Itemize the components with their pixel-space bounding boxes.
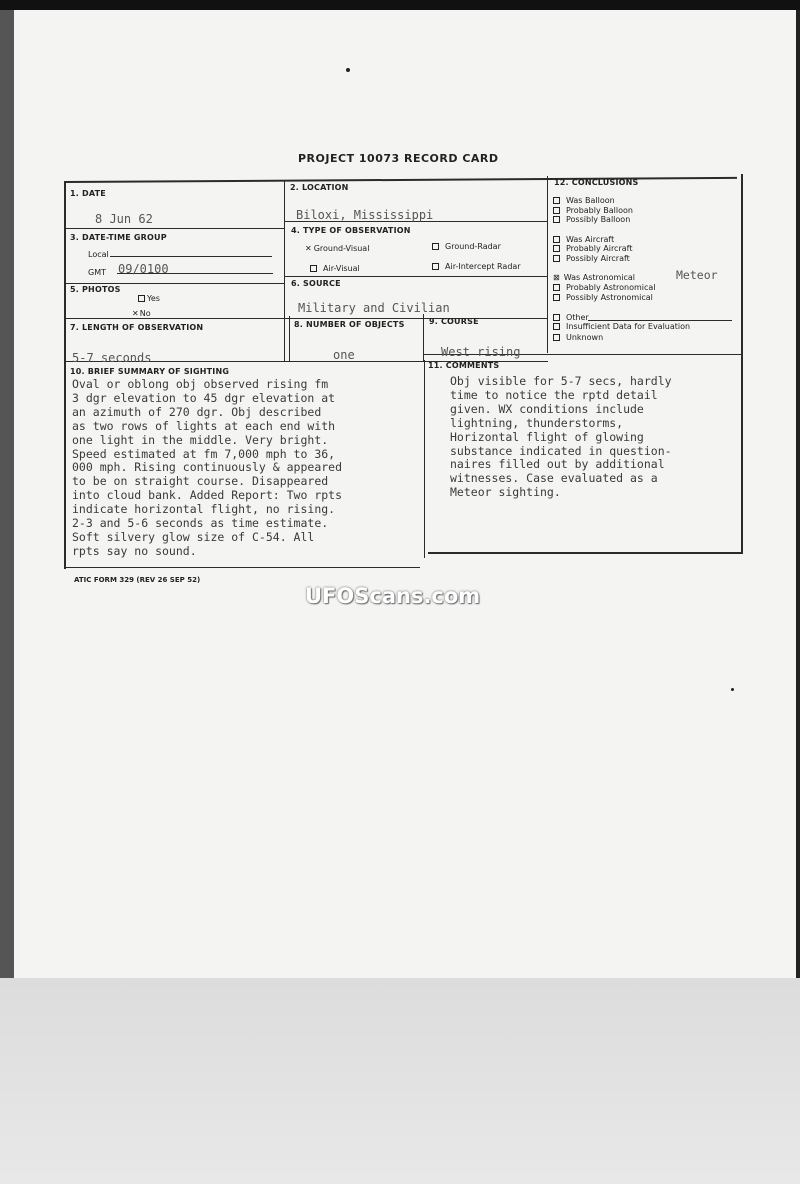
form-number: ATIC FORM 329 (REV 26 SEP 52)	[74, 576, 201, 584]
comments-line: witnesses. Case evaluated as a	[450, 471, 658, 486]
conclusion-annotation: Meteor	[676, 268, 718, 282]
comments-line: time to notice the rptd detail	[450, 387, 658, 402]
checkbox-icon	[553, 216, 560, 223]
location-label: 2. LOCATION	[290, 183, 349, 192]
checked-mark-icon: ✕	[132, 309, 139, 318]
summary-line: Oval or oblong obj observed rising fm	[72, 377, 329, 391]
type-label: 4. TYPE OF OBSERVATION	[291, 226, 411, 235]
local-label: Local	[88, 250, 109, 259]
checkbox-icon	[553, 245, 560, 252]
gmt-value: 09/0100	[118, 262, 169, 276]
option-air-visual: Air-Visual	[310, 264, 360, 273]
summary-line: rpts say no sound.	[72, 543, 197, 558]
option-yes: Yes	[138, 294, 160, 303]
option-no: ✕No	[132, 309, 151, 318]
gmt-label: GMT	[88, 268, 106, 277]
length-label: 7. LENGTH OF OBSERVATION	[70, 323, 204, 332]
comments-line: given. WX conditions include	[450, 401, 644, 416]
checked-mark-icon: ✕	[305, 244, 312, 253]
local-line	[110, 256, 272, 257]
checkbox-icon	[553, 323, 560, 330]
divider-8	[289, 316, 290, 362]
divider-10-11	[424, 360, 425, 558]
summary-line: 2-3 and 5-6 seconds as time estimate.	[72, 516, 329, 531]
conclusion-option: Possibly Aircraft	[553, 254, 630, 263]
course-value: West rising	[441, 345, 521, 359]
checkbox-icon	[553, 294, 560, 301]
checked-mark-icon: ⊠	[553, 273, 560, 282]
option-ground-visual: ✕ Ground-Visual	[305, 244, 370, 253]
row-line	[285, 276, 547, 277]
summary-line: to be on straight course. Disappeared	[72, 474, 329, 489]
summary-label: 10. BRIEF SUMMARY OF SIGHTING	[70, 367, 230, 376]
comments-line: lightning, thunderstorms,	[450, 415, 624, 430]
conclusion-option: Was Aircraft	[553, 235, 614, 244]
conclusion-option: Probably Aircraft	[553, 244, 632, 253]
conclusion-option: Possibly Astronomical	[553, 293, 653, 302]
checkbox-icon	[553, 284, 560, 291]
comments-text	[450, 375, 672, 500]
comments-line: Horizontal flight of glowing	[450, 429, 644, 444]
summary-line: Soft silvery glow size of C-54. All	[72, 529, 315, 544]
speck-mark	[731, 688, 734, 691]
comments-label: 11. COMMENTS	[428, 361, 500, 370]
conclusion-option: Probably Balloon	[553, 206, 633, 215]
source-value: Military and Civilian	[298, 301, 450, 315]
num-objects-label: 8. NUMBER OF OBJECTS	[294, 320, 405, 329]
comments-line: Obj visible for 5-7 secs, hardly	[450, 374, 672, 388]
source-label: 6. SOURCE	[291, 279, 341, 288]
watermark: UFOScans.com	[305, 584, 481, 608]
frame-right	[741, 174, 743, 554]
date-label: 1. DATE	[70, 189, 106, 198]
length-value: 5-7 seconds	[72, 351, 152, 365]
conclusion-option-checked: ⊠ Was Astronomical	[553, 273, 636, 282]
conclusion-option: Other	[553, 313, 589, 322]
divider-col1	[284, 180, 285, 362]
summary-line: into cloud bank. Added Report: Two rpts	[72, 488, 343, 503]
dtg-label: 3. DATE-TIME GROUP	[70, 233, 167, 242]
summary-line: Speed estimated at fm 7,000 mph to 36,	[72, 446, 336, 461]
conclusion-option: Insufficient Data for Evaluation	[553, 322, 690, 331]
conclusion-option: Possibly Balloon	[553, 215, 630, 224]
checkbox-icon	[553, 236, 560, 243]
summary-line: as two rows of lights at each end with	[72, 418, 336, 433]
summary-line: 3 dgr elevation to 45 dgr elevation at	[72, 390, 336, 405]
checkbox-icon	[432, 243, 439, 250]
course-label: 9. COURSE	[429, 317, 479, 326]
underlying-page	[0, 978, 800, 1184]
row-line	[66, 283, 284, 284]
summary-line: indicate horizontal flight, no rising.	[72, 502, 336, 517]
checkbox-icon	[310, 265, 317, 272]
checkbox-icon	[138, 295, 145, 302]
checkbox-icon	[553, 207, 560, 214]
summary-line: an azimuth of 270 dgr. Obj described	[72, 404, 322, 419]
checkbox-icon	[553, 314, 560, 321]
frame-left	[64, 181, 66, 569]
summary-text	[72, 378, 342, 559]
frame-bottom-right	[428, 552, 742, 554]
frame-bottom-left	[66, 567, 420, 568]
photos-label: 5. PHOTOS	[70, 285, 121, 294]
comments-line: naires filled out by additional	[450, 457, 665, 472]
comments-line: Meteor sighting.	[450, 485, 561, 500]
comments-line: substance indicated in question-	[450, 443, 672, 458]
checkbox-icon	[432, 263, 439, 270]
conclusion-option: Was Balloon	[553, 196, 615, 205]
conclusion-option: Unknown	[553, 333, 603, 342]
conclusion-option: Probably Astronomical	[553, 283, 656, 292]
num-objects-value: one	[333, 348, 355, 362]
checkbox-icon	[553, 334, 560, 341]
conclusions-label: 12. CONCLUSIONS	[554, 178, 639, 187]
option-air-intercept-radar: Air-Intercept Radar	[432, 262, 521, 271]
divider-col2	[547, 176, 548, 353]
checkbox-icon	[553, 197, 560, 204]
checkbox-icon	[553, 255, 560, 262]
summary-line: one light in the middle. Very bright.	[72, 432, 329, 447]
summary-line: 000 mph. Rising continuously & appeared	[72, 460, 343, 475]
date-value: 8 Jun 62	[95, 212, 153, 226]
other-line	[588, 320, 732, 321]
location-value: Biloxi, Mississippi	[296, 208, 434, 222]
card-title: PROJECT 10073 RECORD CARD	[298, 152, 499, 165]
row-line	[66, 228, 284, 229]
option-ground-radar: Ground-Radar	[432, 242, 501, 251]
